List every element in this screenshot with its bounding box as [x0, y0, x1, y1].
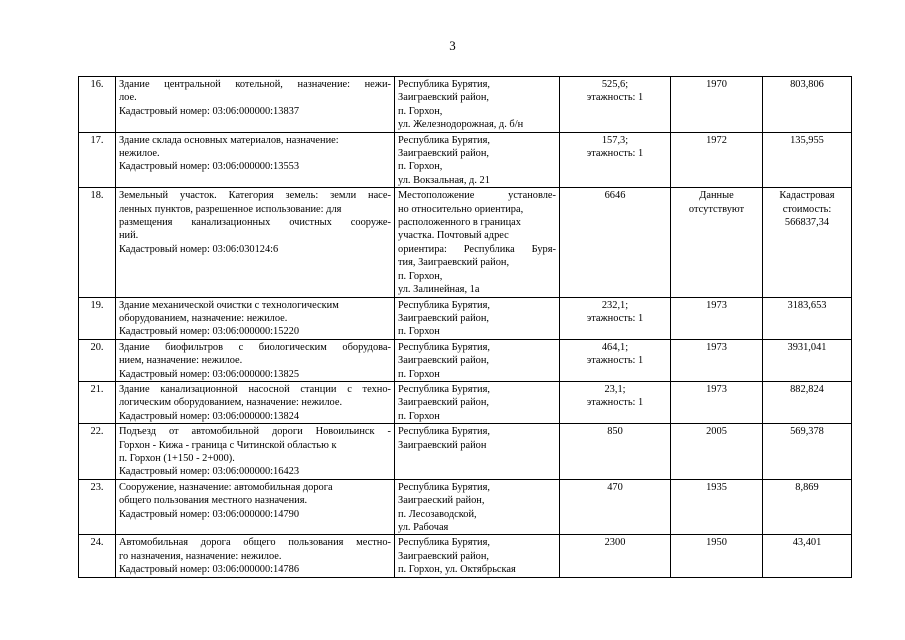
- table-row: [79, 339, 852, 381]
- area-line: этажность: 1: [586, 312, 644, 324]
- year-cell: [671, 188, 763, 297]
- location-line: Заиграеский район,: [398, 495, 485, 507]
- location-cell: [395, 132, 560, 188]
- location-line: п. Горхон,: [398, 270, 443, 282]
- location-cell: [395, 381, 560, 423]
- value-line: 8,869: [795, 481, 819, 493]
- area-line: 23,1;: [604, 383, 626, 395]
- location-line: Республика Бурятия,: [398, 426, 490, 438]
- location-line: п. Горхон: [398, 326, 440, 338]
- location-line: Республика Бурятия,: [398, 537, 490, 549]
- description-line: ленных пунктов, разрешенное использование: для: [119, 203, 342, 215]
- area-cell: [560, 77, 671, 133]
- table-row: [79, 132, 852, 188]
- description-line: Кадастровый номер: 03:06:000000:16423: [119, 466, 300, 478]
- page-number: 3: [449, 38, 456, 53]
- location-cell: [395, 424, 560, 480]
- year-line: 1972: [706, 134, 727, 146]
- description-cell: [116, 424, 395, 480]
- area-cell: [560, 479, 671, 535]
- value-line: Кадастровая: [779, 190, 835, 202]
- location-line: ул. Железнодорожная, д. б/н: [398, 119, 524, 131]
- location-line: участка. Почтовый адрес: [398, 230, 509, 242]
- location-line: ул. Рабочая: [398, 522, 449, 533]
- location-line: ул. Залинейная, 1а: [398, 284, 480, 296]
- description-cell: [116, 339, 395, 381]
- description-line: Автомобильная дорога общего пользования местно-: [119, 537, 391, 549]
- year-line: 1970: [706, 79, 727, 90]
- location-line: п. Горхон: [398, 410, 440, 422]
- description-cell: [116, 77, 395, 133]
- row-number-cell: 23.: [79, 479, 116, 535]
- area-cell: [560, 188, 671, 297]
- location-cell: [395, 77, 560, 133]
- value-line: стоимость:: [782, 203, 832, 215]
- location-cell: [395, 339, 560, 381]
- year-cell: [671, 339, 763, 381]
- description-line: Кадастровый номер: 03:06:000000:13824: [119, 410, 300, 422]
- location-line: Республика Бурятия,: [398, 481, 490, 493]
- description-cell: [116, 188, 395, 297]
- description-line: нием, назначение: нежилое.: [119, 355, 243, 367]
- location-line: расположенного в границах: [398, 217, 521, 229]
- area-line: 470: [607, 481, 623, 493]
- description-line: лое.: [119, 92, 137, 104]
- location-cell: [395, 188, 560, 297]
- year-line: 1973: [706, 299, 727, 311]
- location-line: п. Горхон,: [398, 105, 443, 117]
- area-line: этажность: 1: [586, 355, 644, 367]
- description-line: оборудованием, назначение: нежилое.: [119, 312, 288, 324]
- location-line: ул. Вокзальная, д. 21: [398, 174, 490, 186]
- description-line: Здание механической очистки с технологическим: [119, 299, 339, 311]
- location-line: Местоположение установле-: [398, 190, 556, 202]
- description-line: Кадастровый номер: 03:06:000000:13825: [119, 368, 300, 380]
- description-line: Сооружение, назначение: автомобильная дорога: [119, 481, 333, 493]
- description-line: нежилое.: [119, 148, 160, 160]
- year-line: 1950: [706, 537, 727, 549]
- value-cell: [763, 188, 852, 297]
- location-cell: [395, 297, 560, 339]
- value-line: 3183,653: [787, 299, 827, 311]
- value-cell: [763, 297, 852, 339]
- row-number-cell: 21.: [79, 381, 116, 423]
- location-line: Заиграевский район,: [398, 92, 490, 104]
- description-line: Кадастровый номер: 03:06:030124:6: [119, 243, 279, 255]
- value-cell: [763, 339, 852, 381]
- location-line: Заиграевский район,: [398, 397, 490, 409]
- location-line: Республика Бурятия,: [398, 341, 490, 353]
- description-cell: [116, 297, 395, 339]
- location-line: п. Горхон,: [398, 161, 443, 173]
- value-cell: [763, 77, 852, 133]
- row-number-cell: 18.: [79, 188, 116, 297]
- description-cell: [116, 132, 395, 188]
- description-cell: [116, 479, 395, 535]
- year-line: 1935: [706, 481, 727, 493]
- location-line: Республика Бурятия,: [398, 299, 490, 311]
- location-line: п. Лесозаводской,: [398, 508, 477, 520]
- description-line: Горхон - Кижа - граница с Читинской областью к: [119, 439, 337, 451]
- description-line: Кадастровый номер: 03:06:000000:13553: [119, 161, 300, 173]
- area-line: 525,6;: [601, 79, 629, 90]
- year-cell: [671, 297, 763, 339]
- year-line: 1973: [706, 383, 727, 395]
- description-line: Кадастровый номер: 03:06:000000:14790: [119, 508, 300, 520]
- area-line: этажность: 1: [586, 92, 644, 104]
- area-cell: [560, 132, 671, 188]
- value-cell: [763, 535, 852, 577]
- table-row: [79, 188, 852, 297]
- table-row: [79, 297, 852, 339]
- year-cell: [671, 132, 763, 188]
- value-line: 3931,041: [787, 341, 827, 353]
- year-line: 2005: [706, 426, 727, 438]
- description-line: Земельный участок. Категория земель: земли насе-: [119, 190, 391, 202]
- location-cell: [395, 535, 560, 577]
- value-line: 882,824: [790, 383, 824, 395]
- description-cell: [116, 535, 395, 577]
- description-cell: [116, 381, 395, 423]
- location-line: но относительно ориентира,: [398, 203, 524, 215]
- value-line: 566837,34: [784, 217, 830, 229]
- description-line: го назначения, назначение: нежилое.: [119, 550, 282, 562]
- year-line: Данные: [699, 190, 734, 202]
- year-cell: [671, 77, 763, 133]
- description-line: логическим оборудованием, назначение: нежилое.: [119, 397, 343, 409]
- location-line: п. Горхон, ул. Октябрьская: [398, 564, 516, 576]
- registry-table-body: [79, 77, 852, 578]
- area-line: 6646: [604, 190, 626, 202]
- description-line: ний.: [119, 230, 139, 242]
- year-line: 1973: [706, 341, 727, 353]
- year-cell: [671, 535, 763, 577]
- description-line: Здание канализационной насосной станции с техно-: [119, 383, 391, 395]
- area-line: этажность: 1: [586, 397, 644, 409]
- year-cell: [671, 381, 763, 423]
- row-number-cell: 17.: [79, 132, 116, 188]
- row-number-cell: 16.: [79, 77, 116, 133]
- property-registry-table: [78, 76, 852, 578]
- area-cell: [560, 339, 671, 381]
- year-line: отсутствуют: [688, 203, 745, 215]
- location-line: Республика Бурятия,: [398, 383, 490, 395]
- table-row: [79, 77, 852, 133]
- area-line: 464,1;: [601, 341, 629, 353]
- value-line: 43,401: [792, 537, 822, 549]
- year-cell: [671, 424, 763, 480]
- area-line: этажность: 1: [586, 148, 644, 160]
- area-line: 2300: [604, 537, 626, 549]
- description-line: Кадастровый номер: 03:06:000000:15220: [119, 326, 300, 338]
- location-line: Заиграевский район: [398, 439, 487, 451]
- description-line: Здание склада основных материалов, назначение:: [119, 134, 339, 146]
- value-cell: [763, 132, 852, 188]
- area-line: 232,1;: [601, 299, 629, 311]
- location-line: Республика Бурятия,: [398, 79, 490, 90]
- description-line: Здание центральной котельной, назначение: нежи-: [119, 79, 391, 90]
- area-cell: [560, 381, 671, 423]
- value-cell: [763, 479, 852, 535]
- area-cell: [560, 297, 671, 339]
- row-number-cell: 19.: [79, 297, 116, 339]
- year-cell: [671, 479, 763, 535]
- location-line: Заиграевский район,: [398, 550, 490, 562]
- description-line: Подъезд от автомобильной дороги Новоильинск -: [119, 426, 391, 438]
- table-row: [79, 535, 852, 577]
- location-line: ориентира: Республика Буря-: [398, 243, 556, 255]
- location-line: тия, Заиграевский район,: [398, 257, 510, 269]
- description-line: размещения канализационных очистных сооруже-: [119, 217, 391, 229]
- location-line: Заиграевский район,: [398, 355, 490, 367]
- description-line: п. Горхон (1+150 - 2+000).: [119, 452, 235, 464]
- row-number-cell: 20.: [79, 339, 116, 381]
- table-row: [79, 381, 852, 423]
- description-line: Кадастровый номер: 03:06:000000:13837: [119, 105, 300, 117]
- table-row: [79, 479, 852, 535]
- location-cell: [395, 479, 560, 535]
- value-line: 803,806: [790, 79, 824, 90]
- row-number-cell: 24.: [79, 535, 116, 577]
- description-line: Кадастровый номер: 03:06:000000:14786: [119, 564, 300, 576]
- value-cell: [763, 424, 852, 480]
- location-line: Заиграевский район,: [398, 148, 490, 160]
- value-line: 569,378: [790, 426, 824, 438]
- area-cell: [560, 424, 671, 480]
- location-line: п. Горхон: [398, 368, 440, 380]
- value-cell: [763, 381, 852, 423]
- row-number-cell: 22.: [79, 424, 116, 480]
- table-row: [79, 424, 852, 480]
- value-line: 135,955: [790, 134, 824, 146]
- description-line: общего пользования местного назначения.: [119, 495, 308, 507]
- description-line: Здание биофильтров с биологическим оборудова-: [119, 341, 391, 353]
- area-line: 157,3;: [601, 134, 629, 146]
- location-line: Республика Бурятия,: [398, 134, 490, 146]
- location-line: Заиграевский район,: [398, 312, 490, 324]
- area-cell: [560, 535, 671, 577]
- area-line: 850: [607, 426, 623, 438]
